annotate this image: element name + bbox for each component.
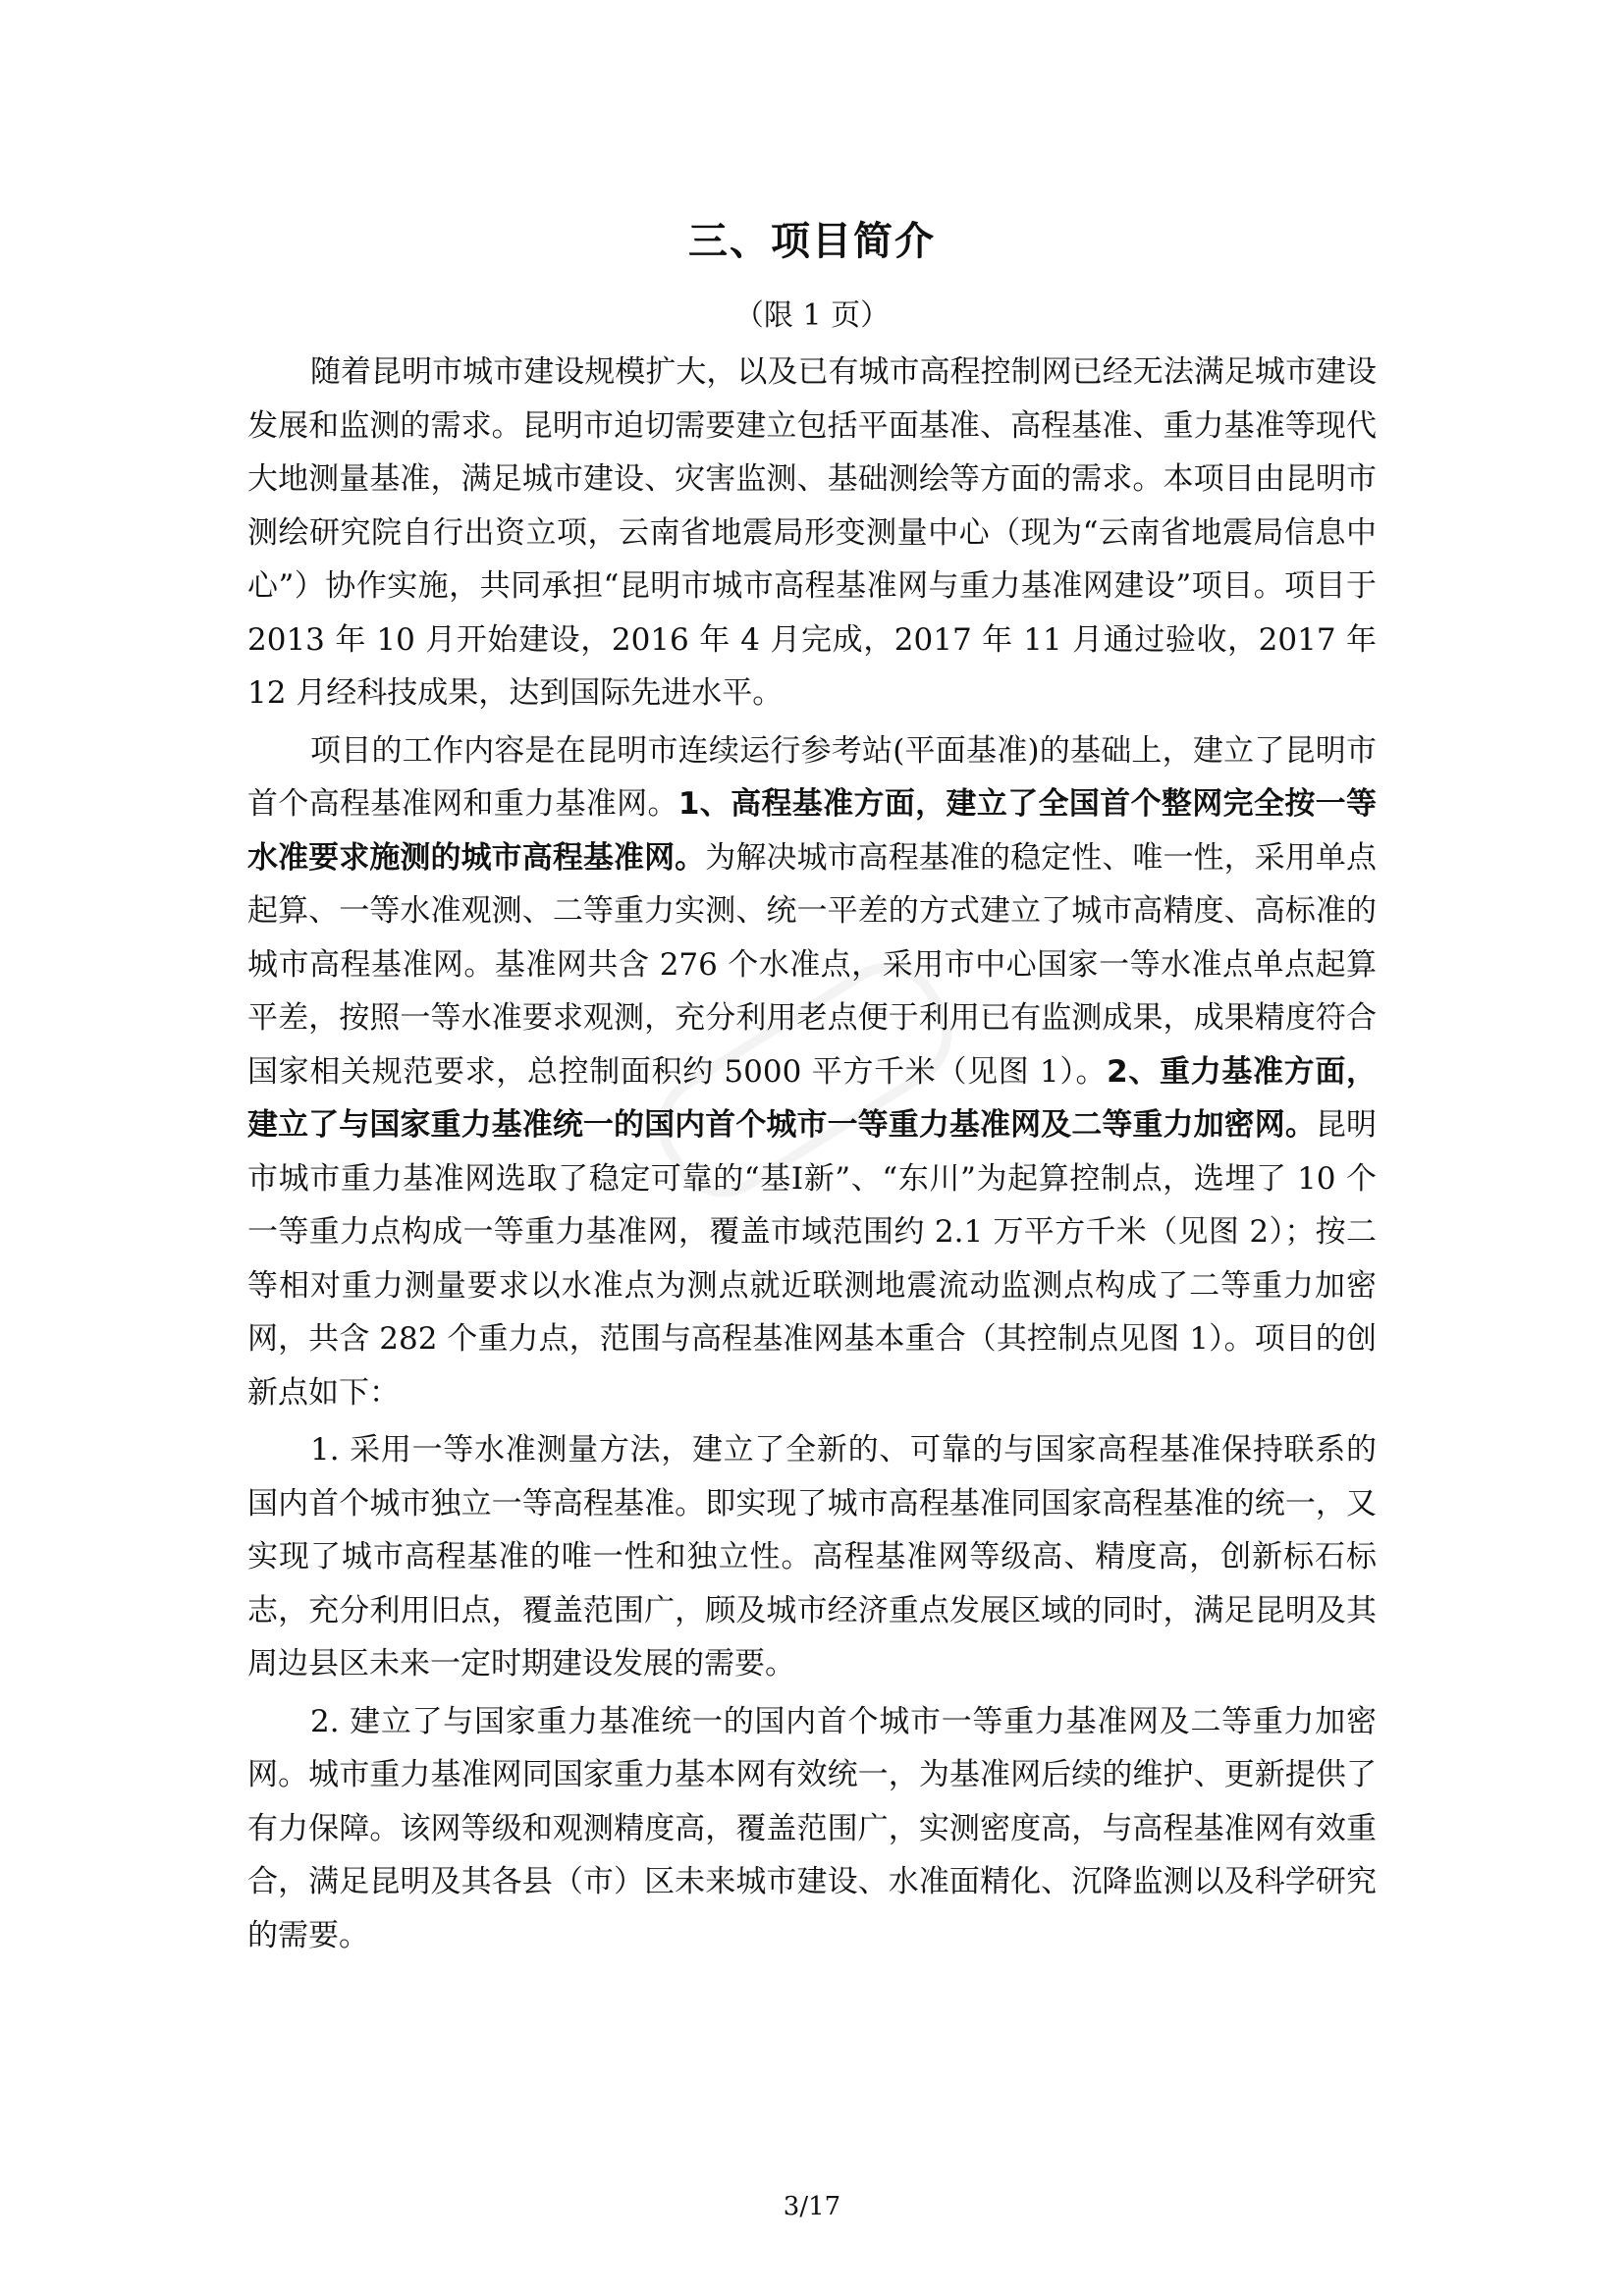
- innovation-item-1: 1. 采用一等水准测量方法，建立了全新的、可靠的与国家高程基准保持联系的国内首个城市独立一等高程基准。即实现了城市高程基准同国家高程基准的统一，又实现了城市高程基准的唯一性和独立性。高程基准网等级高、精度高，创新标石标志，充分利用旧点，覆盖范围广，顾及城市经济重点发展区域的同时，满足昆明及其周边县区未来一定时期建设发展的需要。: [247, 1432, 1377, 1682]
- innovation-item-2: 2. 建立了与国家重力基准统一的国内首个城市一等重力基准网及二等重力加密网。城市重力基准网同国家重力基本网有效统一，为基准网后续的维护、更新提供了有力保障。该网等级和观测精度高，覆盖范围广，实测密度高，与高程基准网有效重合，满足昆明及其各县（市）区未来城市建设、水准面精化、沉降监测以及科学研究的需要。: [247, 1703, 1377, 1953]
- paragraph-elevation-details: 为解决城市高程基准的稳定性、唯一性，采用单点起算、一等水准观测、二等重力实测、统一平差的方式建立了城市高精度、高标准的城市高程基准网。基准网共含 276 个水准点，采用市中心国家一等水准点单点起算平差，按照一等水准要求观测，充分利用老点便于利用已有监测成果，成果精度符合国家相关规范要求，总控制面积约 5000 平方千米（见图 1）。: [247, 839, 1377, 1090]
- paragraph-background: 随着昆明市城市建设规模扩大，以及已有城市高程控制网已经无法满足城市建设发展和监测的需求。昆明市迫切需要建立包括平面基准、高程基准、重力基准等现代大地测量基准，满足城市建设、灾害监测、基础测绘等方面的需求。本项目由昆明市测绘研究院自行出资立项，云南省地震局形变测量中心（现为“云南省地震局信息中心”）协作实施，共同承担“昆明市城市高程基准网与重力基准网建设”项目。项目于 2013 年 10 月开始建设，2016 年 4 月完成，2017 年 11 月通过验收，2017 年 12 月经科技成果，达到国际先进水平。: [247, 354, 1377, 711]
- page-limit-note: （限 1 页）: [733, 298, 891, 333]
- highlight-gravity-datum: 2、重力基准方面，建立了与国家重力基准统一的国内首个城市一等重力基准网及二等重力加密网。: [247, 1053, 1377, 1143]
- highlight-elevation-datum: 1、高程基准方面，建立了全国首个整网完全按一等水准要求施测的城市高程基准网。: [247, 786, 1378, 876]
- page-number: 3/17: [783, 2192, 841, 2221]
- paragraph-work-content: [247, 724, 1377, 1420]
- section-title: 三、项目简介: [688, 219, 936, 264]
- body-text: [247, 346, 1377, 1962]
- paragraph-work-intro: 项目的工作内容是在昆明市连续运行参考站(平面基准)的基础上，建立了昆明市首个高程基准网和重力基准网。: [247, 732, 1377, 822]
- paragraph-gravity-details: 昆明市城市重力基准网选取了稳定可靠的“基Ⅰ新”、“东川”为起算控制点，选埋了 10 个一等重力点构成一等重力基准网，覆盖市域范围约 2.1 万平方千米（见图 2）；按二等相对重力测量要求以水准点为测点就近联测地震流动监测点构成了二等重力加密网，共含 282 个重力点，范围与高程基准网基本重合（其控制点见图 1）。项目的创新点如下：: [247, 1107, 1378, 1411]
